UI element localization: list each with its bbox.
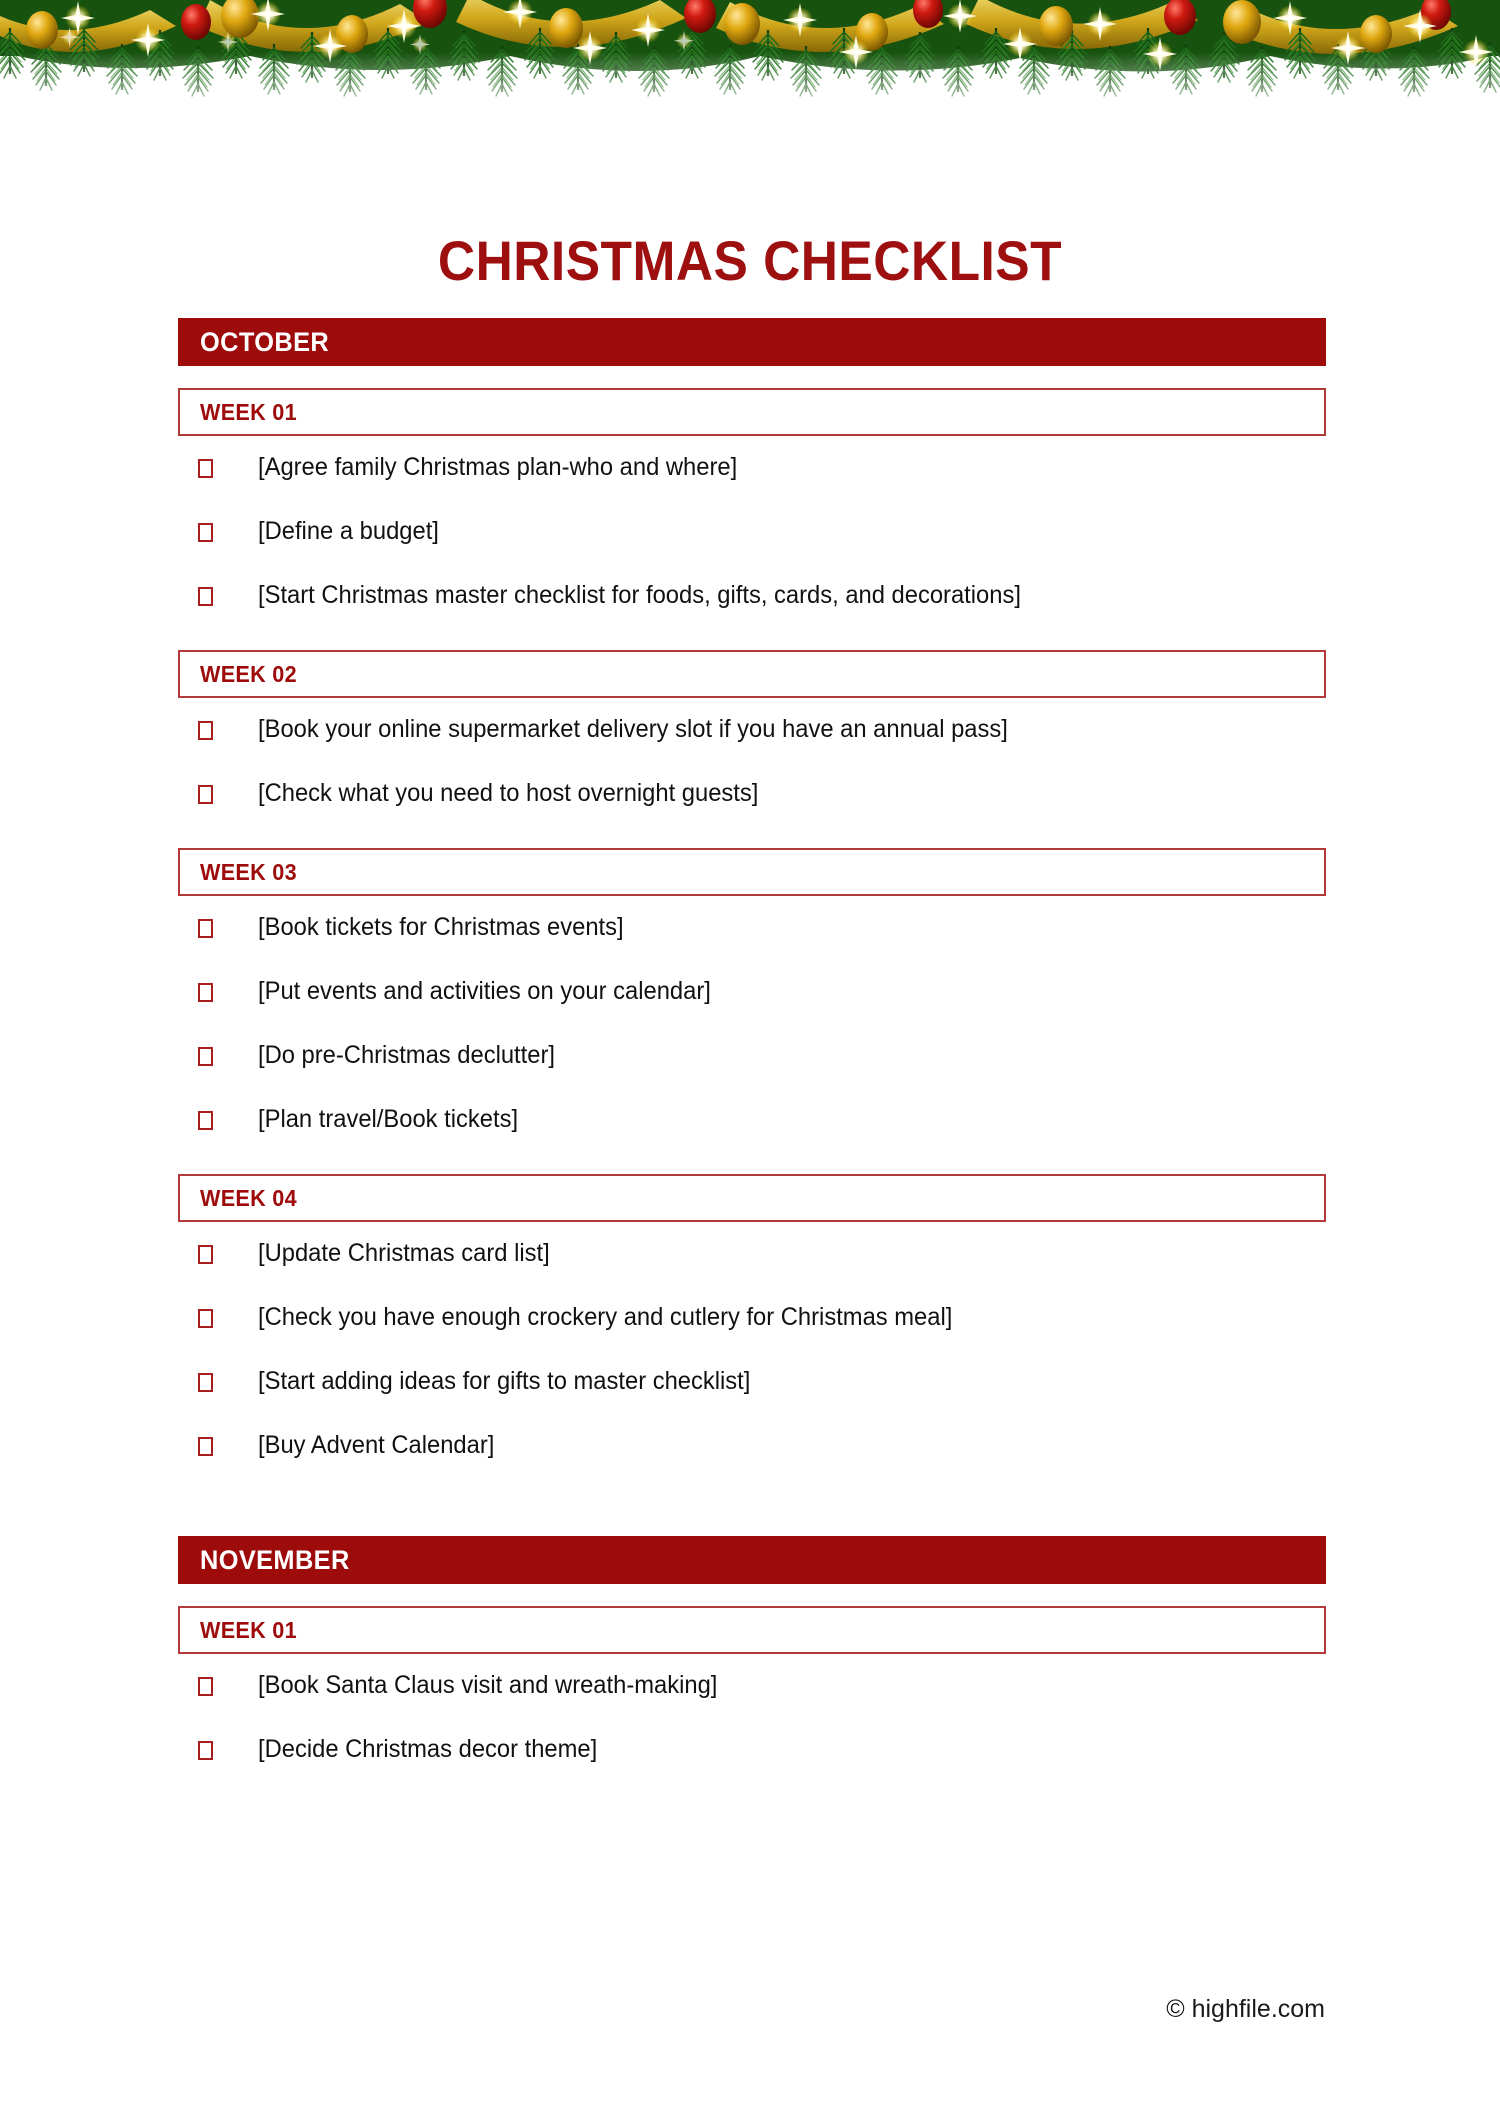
checkbox-icon[interactable] [198, 1677, 213, 1696]
checklist-item[interactable] [178, 1024, 1326, 1088]
month-section [178, 318, 1326, 1478]
checklist-items [178, 436, 1326, 628]
checkbox-icon[interactable] [198, 1309, 213, 1328]
month-header-october [178, 318, 1326, 366]
checkbox-icon[interactable] [198, 1047, 213, 1066]
checkbox-icon[interactable] [198, 523, 213, 542]
checklist-item-label: [Start Christmas master checklist for foods, gifts, cards, and decorations] [258, 581, 1021, 610]
checklist-item[interactable] [178, 1718, 1326, 1782]
checklist-item-label: [Agree family Christmas plan-who and where] [258, 453, 738, 482]
month-header-november [178, 1536, 1326, 1584]
checklist-item-label: [Buy Advent Calendar] [258, 1431, 495, 1460]
checklist-item[interactable] [178, 762, 1326, 826]
checkbox-icon[interactable] [198, 1437, 213, 1456]
checklist-item[interactable] [178, 1088, 1326, 1152]
checkbox-icon[interactable] [198, 721, 213, 740]
checklist-item[interactable] [178, 1414, 1326, 1478]
week-label: WEEK 03 [200, 858, 297, 885]
checklist-item[interactable] [178, 1222, 1326, 1286]
week-label: WEEK 01 [200, 398, 297, 425]
checkbox-icon[interactable] [198, 785, 213, 804]
checklist-item[interactable] [178, 1654, 1326, 1718]
checklist-item-label: [Do pre-Christmas declutter] [258, 1041, 555, 1070]
checklist-item[interactable] [178, 1350, 1326, 1414]
checklist-item[interactable] [178, 1286, 1326, 1350]
week-header [178, 1174, 1326, 1222]
checklist-item[interactable] [178, 564, 1326, 628]
checklist-item[interactable] [178, 896, 1326, 960]
checkbox-icon[interactable] [198, 919, 213, 938]
checklist-items [178, 1654, 1326, 1782]
checklist-item-label: [Update Christmas card list] [258, 1239, 550, 1268]
week-label: WEEK 04 [200, 1184, 297, 1211]
checklist-item-label: [Define a budget] [258, 517, 439, 546]
checklist-item-label: [Book Santa Claus visit and wreath-making] [258, 1671, 718, 1700]
week-label: WEEK 01 [200, 1616, 297, 1643]
week-header [178, 848, 1326, 896]
checklist-body [178, 318, 1326, 1782]
checkbox-icon[interactable] [198, 1245, 213, 1264]
month-label: OCTOBER [200, 326, 330, 357]
checkbox-icon[interactable] [198, 587, 213, 606]
checkbox-icon[interactable] [198, 983, 213, 1002]
checklist-item-label: [Decide Christmas decor theme] [258, 1735, 598, 1764]
checklist-items [178, 1222, 1326, 1478]
checklist-item-label: [Check what you need to host overnight guests] [258, 779, 759, 808]
checkbox-icon[interactable] [198, 1373, 213, 1392]
checklist-item-label: [Start adding ideas for gifts to master checklist] [258, 1367, 751, 1396]
week-header [178, 388, 1326, 436]
checklist-item-label: [Book your online supermarket delivery slot if you have an annual pass] [258, 715, 1008, 744]
checkbox-icon[interactable] [198, 1111, 213, 1130]
page-title: CHRISTMAS CHECKLIST [437, 228, 1063, 292]
checklist-item[interactable] [178, 960, 1326, 1024]
checklist-item-label: [Check you have enough crockery and cutlery for Christmas meal] [258, 1303, 953, 1332]
footer-copyright: © highfile.com [1166, 1995, 1325, 2023]
checklist-item-label: [Put events and activities on your calendar] [258, 977, 711, 1006]
month-label: NOVEMBER [200, 1544, 350, 1575]
checklist-items [178, 896, 1326, 1152]
checkbox-icon[interactable] [198, 1741, 213, 1760]
checklist-item[interactable] [178, 436, 1326, 500]
christmas-garland-banner [0, 0, 1500, 112]
week-header [178, 1606, 1326, 1654]
checklist-item-label: [Plan travel/Book tickets] [258, 1105, 519, 1134]
week-label: WEEK 02 [200, 660, 297, 687]
checklist-item[interactable] [178, 698, 1326, 762]
week-header [178, 650, 1326, 698]
checklist-items [178, 698, 1326, 826]
checkbox-icon[interactable] [198, 459, 213, 478]
checklist-item[interactable] [178, 500, 1326, 564]
checklist-item-label: [Book tickets for Christmas events] [258, 913, 624, 942]
month-section [178, 1536, 1326, 1782]
